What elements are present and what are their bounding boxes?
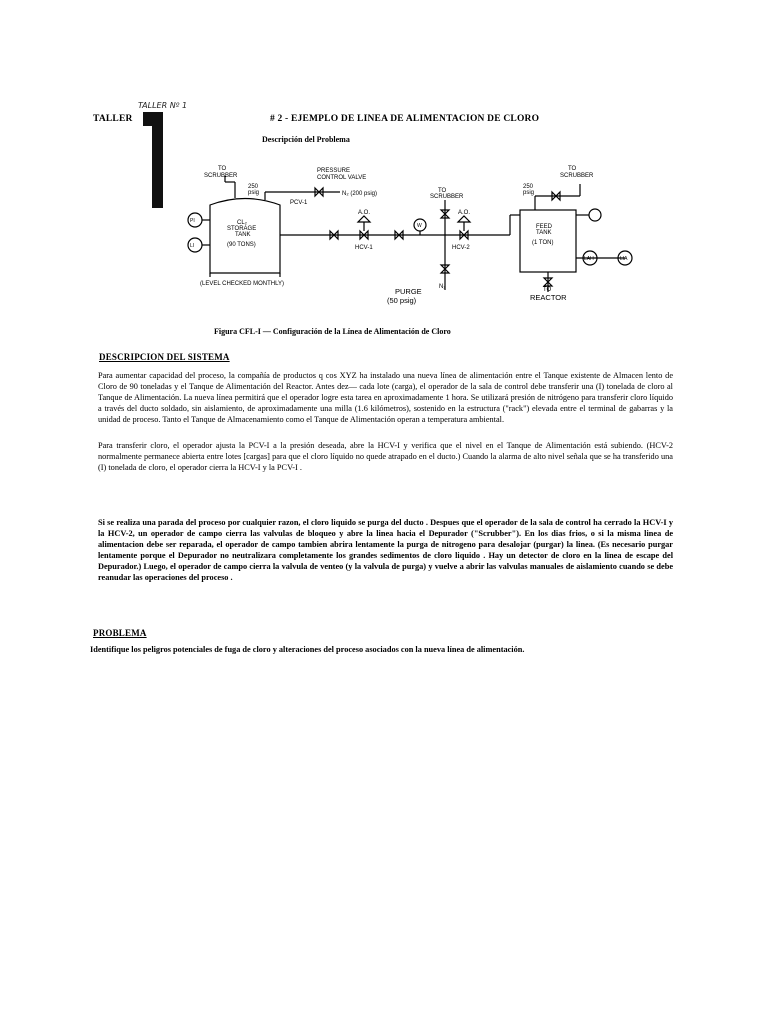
label-psig-right-1: 250: [523, 184, 534, 190]
label-storage-2: STORAGE: [227, 226, 257, 232]
label-to-scrubber-mid-2: SCRUBBER: [430, 194, 464, 200]
label-feed-2: TANK: [536, 230, 552, 236]
label-hcv2: HCV-2: [452, 245, 470, 251]
label-psig-right-2: psig: [523, 190, 535, 196]
label-n2-supply: N₂ (200 psig): [342, 191, 378, 197]
inst-w-label: W: [417, 223, 422, 229]
inst-lia-label: LIA: [620, 256, 628, 262]
system-heading: DESCRIPCION DEL SISTEMA: [99, 352, 230, 362]
figure-caption: Figura CFL-I — Configuración de la Línea de Alimentación de Cloro: [214, 327, 451, 336]
system-paragraph-1: Para aumentar capacidad del proceso, la compañía de productos q cos XYZ ha instalado una nueva línea de alimentación entre el Tanque existente de Almacen lento de Cloro de 90 toneladas y el Tanque de Alimentación del Reactor. Antes dez— cada lote (carga), el operador de la sala de control debe transferir una (I) tonelada de cloro al Tanque de Alimentación. La nueva línea permitirá que el operador logre esta tarea en aproximadamente 1 hora. Se utilizará presión de nitrógeno para transferir cloro líquido a través del ducto soldado, sin aislamiento, de aproximadamente una milla (1.6 kilómetros), sostenido en la estructura ("rack") elevada entre el terminal de gabarras y la unidad de proceso. Tanto el Tanque de Almacenamiento como el Tanque de Alimentación operan a temperatura ambiental.: [98, 371, 673, 424]
label-to-reactor-1: TO: [543, 287, 552, 293]
document-title: # 2 - EJEMPLO DE LINEA DE ALIMENTACION DE CLORO: [270, 114, 540, 124]
label-hcv1: HCV-1: [355, 245, 373, 251]
label-ao-1: A.O.: [358, 210, 371, 216]
inst-li-label: LI: [190, 243, 195, 249]
problem-heading: PROBLEMA: [93, 628, 147, 638]
label-n2-purge: N₂: [439, 284, 446, 290]
label-to-scrubber-right-2: SCRUBBER: [560, 173, 594, 179]
handwritten-note: TALLER Nº 1: [138, 101, 188, 110]
label-psig-left-1: 250: [248, 184, 259, 190]
label-feed-1: FEED: [536, 224, 553, 230]
label-to-scrubber-left-1: TO: [218, 166, 227, 172]
label-ao-2: A.O.: [458, 210, 471, 216]
label-pressure-cv-2: CONTROL VALVE: [317, 175, 367, 181]
system-paragraph-2: Para transferir cloro, el operador ajusta la PCV-I a la presión deseada, abre la HCV-I y verifica que el nivel en el Tanque de Alimentación está subiendo. (HCV-2 normalmente permanece abierta entre lotes [cargas] para que el cloro líquido no quede atrapado en el ducto.) Cuando la alarma de alto nivel señala que se ha transferido una (I) tonelada de cloro, el operador cierra la HCV-I y la PCV-I .: [98, 441, 673, 472]
scan-artifact-bar: [152, 112, 163, 208]
process-flow-diagram: [180, 160, 640, 305]
label-to-reactor-2: REACTOR: [530, 293, 567, 302]
label-feed-3: (1 TON): [532, 240, 554, 246]
label-storage-3: TANK: [235, 232, 251, 238]
document-subtitle: Descripción del Problema: [262, 135, 350, 144]
taller-label: TALLER: [93, 114, 133, 124]
label-purge-psig: (50 psig): [387, 296, 417, 305]
label-purge: PURGE: [395, 287, 422, 296]
label-storage-1: CL₂: [237, 220, 247, 226]
label-to-scrubber-right-1: TO: [568, 166, 577, 172]
inst-lah-label: LAH: [584, 256, 594, 262]
system-paragraph-3: Si se realiza una parada del proceso por cualquier razon, el cloro liquido se purga del ducto . Despues que el operador de la sala de control ha cerrado la HCV-I y la HCV-2, un operador de campo cierra las valvulas de bloqueo y abre la linea hacia el Depurador ("Scrubber"). En los dias frios, o si la misma linea de alimentacion debe ser reparada, el operador de campo tambien abrira lentamente la purga de nitrogeno para desalojar (purgar) la linea. (Es necesario purgar lentamente porque el Depurador no neutralizara completamente los grandes sedimentos de cloro liquido . Hay un detector de cloro en la linea de escape del Depurador.) Luego, el operador de campo cierra la valvula de venteo (y la valvula de purga) y vuelve a abrir las valvulas manuales de aislamiento cuando se debe reanudar las operaciones del proceso .: [98, 518, 673, 582]
scan-artifact-tab: [143, 112, 157, 126]
label-pcv: PCV-1: [290, 200, 308, 206]
label-pressure-cv-1: PRESSURE: [317, 168, 351, 174]
inst-pi-label: PI: [190, 218, 195, 224]
label-storage-4: (90 TONS): [227, 242, 256, 248]
label-psig-left-2: psig: [248, 190, 260, 196]
label-to-scrubber-mid-1: TO: [438, 188, 447, 194]
label-level-note: (LEVEL CHECKED MONTHLY): [200, 281, 285, 287]
label-to-scrubber-left-2: SCRUBBER: [204, 173, 238, 179]
problem-text: Identifique los peligros potenciales de fuga de cloro y alteraciones del proceso asociados con la nueva línea de alimentación.: [90, 645, 525, 654]
